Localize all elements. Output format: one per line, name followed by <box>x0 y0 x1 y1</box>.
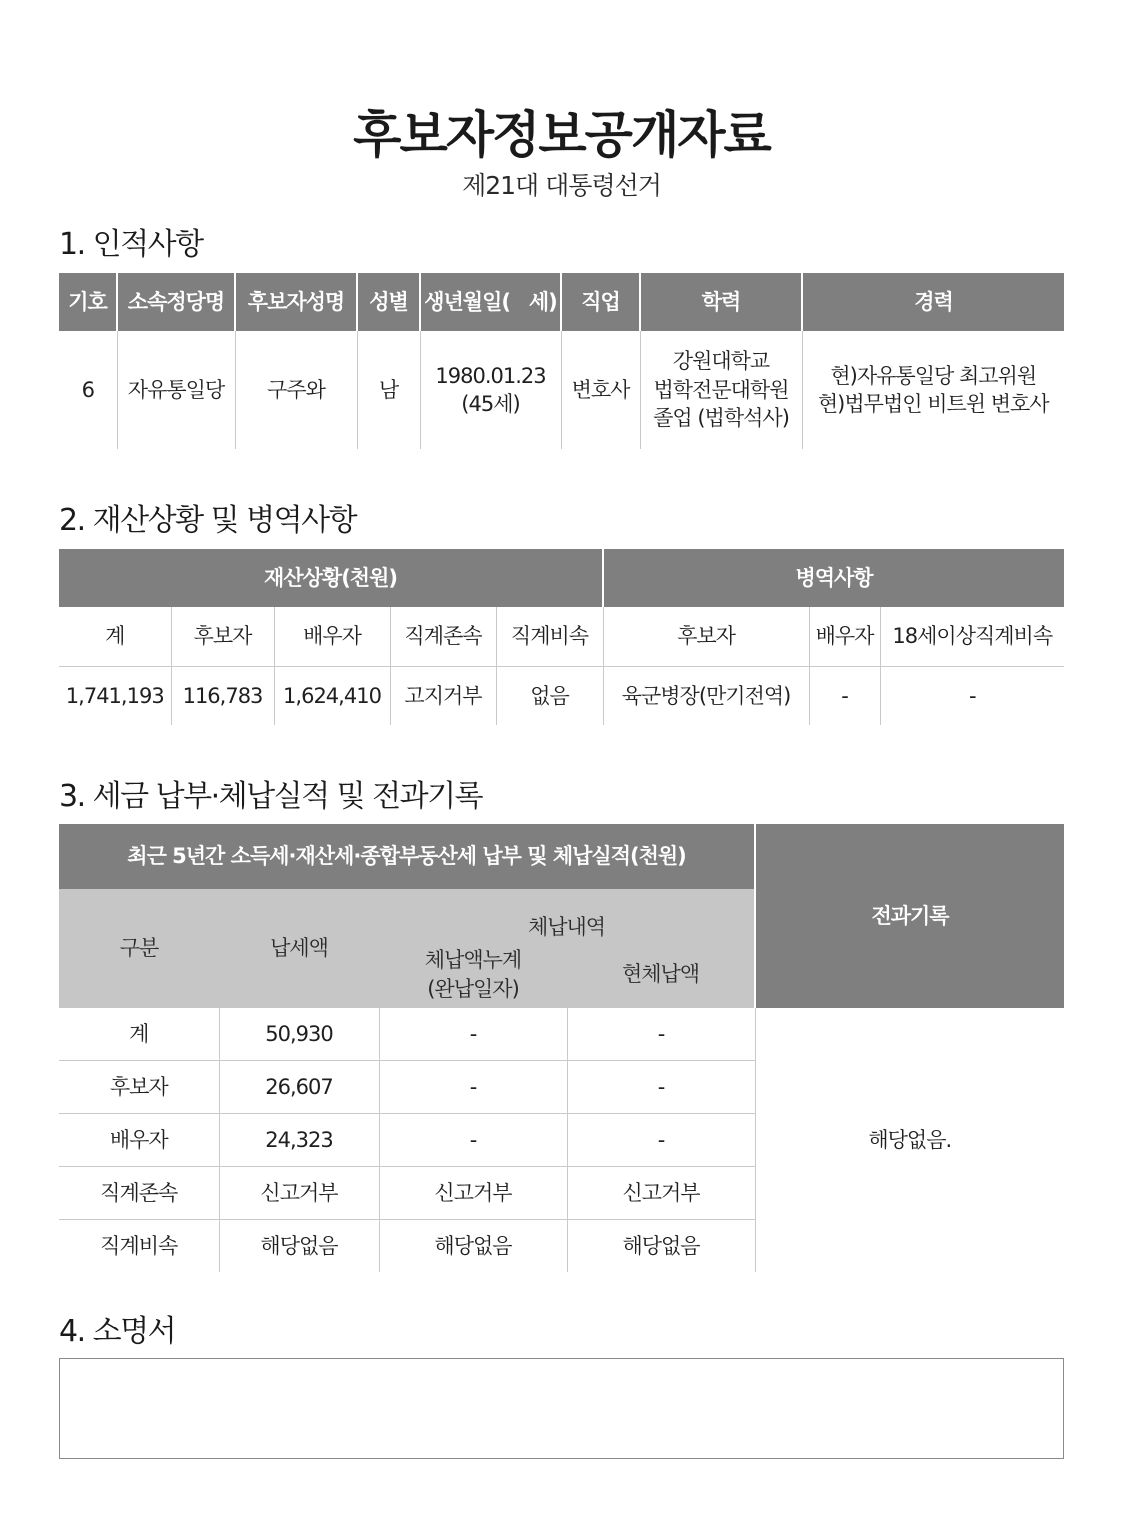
header-gender: 성별 <box>357 273 420 331</box>
header-asset-total: 계 <box>59 607 171 667</box>
cell-arrears-total: - <box>379 1061 567 1114</box>
cell-asset-spouse: 1,624,410 <box>274 667 390 726</box>
cell-paid: 26,607 <box>219 1061 379 1114</box>
career-line: 현)자유통일당 최고위원 <box>830 363 1037 388</box>
age-value: (45세) <box>461 392 520 416</box>
header-military-descendant: 18세이상직계비속 <box>880 607 1064 667</box>
header-number: 기호 <box>59 273 117 331</box>
header-asset-candidate: 후보자 <box>171 607 274 667</box>
tax-crime-table <box>59 824 1064 1272</box>
table-group-header-row <box>59 549 1064 607</box>
header-birth-date: 생년월일( 세) <box>420 273 561 331</box>
cell-arrears-total: 해당없음 <box>379 1220 567 1273</box>
cell-arrears-total: 신고거부 <box>379 1167 567 1220</box>
header-military-group: 병역사항 <box>603 549 1064 607</box>
table-subheader-row <box>59 607 1064 667</box>
cell-number: 6 <box>81 377 94 402</box>
header-tax-main: 최근 5년간 소득세·재산세·종합부동산세 납부 및 체납실적(천원) <box>59 824 755 889</box>
cell-paid: 50,930 <box>219 1008 379 1061</box>
cell-arrears-current: - <box>567 1008 755 1061</box>
cell-asset-total: 1,741,193 <box>65 683 164 708</box>
cell-paid: 신고거부 <box>219 1167 379 1220</box>
assets-military-table <box>59 549 1064 725</box>
header-asset-ascendant: 직계존속 <box>390 607 496 667</box>
page-title: 후보자정보공개자료 <box>353 106 770 164</box>
career-line: 현)법무법인 비트윈 변호사 <box>817 392 1049 416</box>
cell-asset-descendant: 없음 <box>496 667 603 726</box>
cell-party: 자유통일당 <box>117 331 235 449</box>
statement-box <box>59 1358 1064 1459</box>
header-military-spouse: 배우자 <box>809 607 880 667</box>
cell-name: 구주와 <box>235 331 357 449</box>
header-asset-spouse: 배우자 <box>274 607 390 667</box>
header-job: 직업 <box>561 273 640 331</box>
header-crime-record: 전과기록 <box>755 824 1064 1008</box>
cell-arrears-current: - <box>567 1114 755 1167</box>
cell-category: 직계비속 <box>100 1233 178 1258</box>
section-heading-statement: 4. 소명서 <box>59 1314 176 1349</box>
cell-military-descendant: - <box>880 667 1064 726</box>
cell-job: 변호사 <box>561 331 640 449</box>
header-assets-group: 재산상황(천원) <box>59 549 603 607</box>
cell-birth-date <box>420 331 561 449</box>
education-line: 졸업 (법학석사) <box>653 406 789 431</box>
table-row <box>59 331 1064 449</box>
cell-category: 계 <box>59 1008 219 1061</box>
cell-arrears-current: - <box>567 1061 755 1114</box>
header-arrears-current: 현체납액 <box>567 941 755 1008</box>
cell-paid: 해당없음 <box>219 1220 379 1273</box>
cell-gender: 남 <box>357 331 420 449</box>
header-military-candidate: 후보자 <box>603 607 809 667</box>
header-career: 경력 <box>802 273 1064 331</box>
header-arrears-total <box>379 941 567 1008</box>
header-arrears: 체납내역 <box>379 889 755 941</box>
section-heading-tax-crime: 3. 세금 납부·체납실적 및 전과기록 <box>59 779 483 814</box>
cell-paid: 24,323 <box>219 1114 379 1167</box>
cell-category: 배우자 <box>59 1114 219 1167</box>
cell-military-spouse: - <box>809 667 880 726</box>
table-header-row <box>59 273 1064 331</box>
cell-category: 직계존속 <box>59 1167 219 1220</box>
page-subtitle: 제21대 대통령선거 <box>462 171 661 200</box>
section-heading-assets-military: 2. 재산상황 및 병역사항 <box>59 503 357 538</box>
cell-military-candidate: 육군병장(만기전역) <box>603 667 809 726</box>
header-arrears-total-line: 체납액누계 <box>424 948 522 973</box>
header-education: 학력 <box>640 273 802 331</box>
cell-asset-ascendant: 고지거부 <box>390 667 496 726</box>
header-asset-descendant: 직계비속 <box>496 607 603 667</box>
personal-info-table <box>59 273 1064 449</box>
header-name: 후보자성명 <box>235 273 357 331</box>
cell-arrears-current: 신고거부 <box>567 1167 755 1220</box>
birth-date-value: 1980.01.23 <box>435 363 546 388</box>
header-arrears-total-line: (완납일자) <box>427 976 519 1001</box>
table-row <box>59 1008 1064 1061</box>
cell-category: 후보자 <box>59 1061 219 1114</box>
section-heading-personal: 1. 인적사항 <box>59 227 203 262</box>
education-line: 강원대학교 <box>672 349 770 374</box>
cell-crime-record: 해당없음. <box>755 1008 1064 1272</box>
cell-arrears-total: - <box>379 1114 567 1167</box>
cell-career <box>802 331 1064 449</box>
header-category: 구분 <box>59 889 219 1008</box>
education-line: 법학전문대학원 <box>653 377 789 402</box>
table-header-row <box>59 824 1064 889</box>
header-party: 소속정당명 <box>117 273 235 331</box>
header-paid: 납세액 <box>219 889 379 1008</box>
table-row <box>59 667 1064 726</box>
cell-asset-candidate: 116,783 <box>171 667 274 726</box>
cell-arrears-total: - <box>379 1008 567 1061</box>
cell-education <box>640 331 802 449</box>
cell-arrears-current: 해당없음 <box>567 1220 755 1273</box>
